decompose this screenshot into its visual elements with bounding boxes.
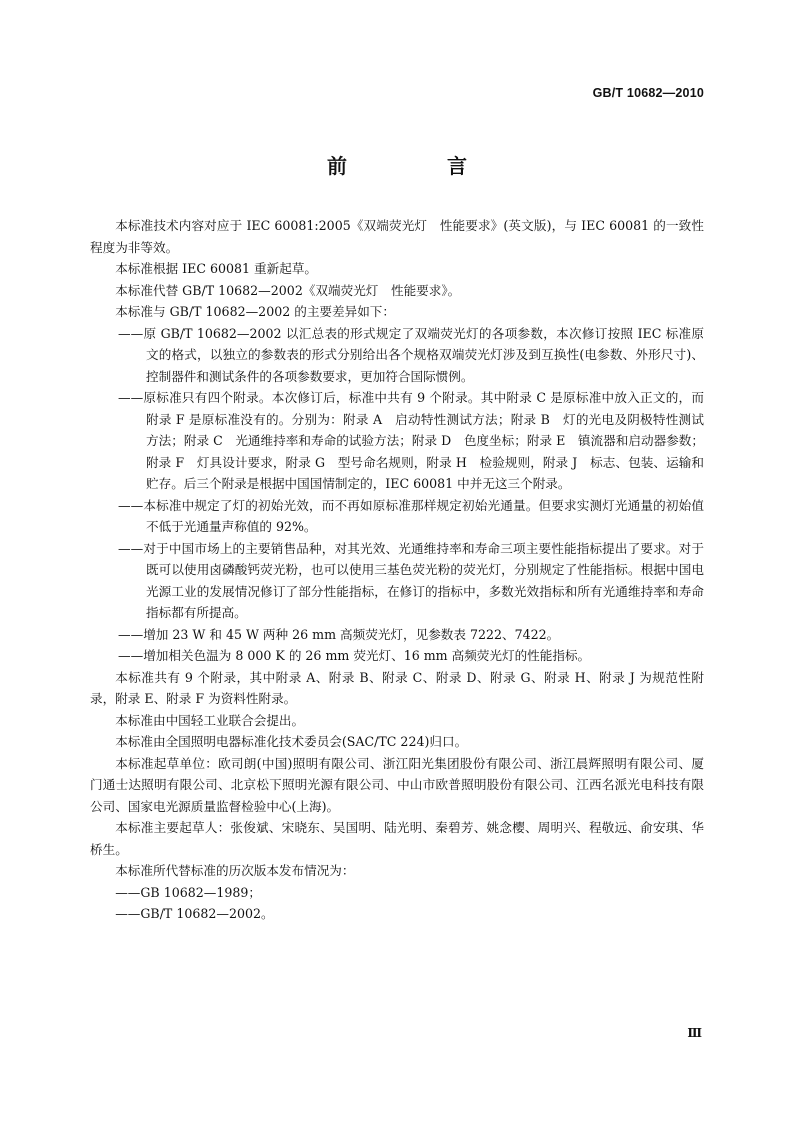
paragraph-redrafted: 本标准根据 IEC 60081 重新起草。 xyxy=(115,261,318,276)
difference-item: ——原标准只有四个附录。本次修订后，标准中共有 9 个附录。其中附录 C 是原标准中放入正文的，而附录 F 是原标准没有的。分别为：附录 A 启动特性测试方法；附录 B 灯的光电及阴极特性测试方法；附录 C 光通维持率和寿命的试验方法；附录 D 色度坐标；附录 E 镇流器和启动器参数；附录 F 灯具设计要求，附录 G 型号命名规则，附录 H 检验规则，附录 J 标志、包装、运输和贮存。后三个附录是根据中国国情制定的，IEC 60081 中并无这三个附录。 xyxy=(118,390,704,491)
page-title: 前 言 xyxy=(327,154,507,178)
paragraph-differences-intro: 本标准与 GB/T 10682—2002 的主要差异如下： xyxy=(115,304,395,319)
paragraph-drafting-units: 本标准起草单位：欧司朗(中国)照明有限公司、浙江阳光集团股份有限公司、浙江晨辉照明有限公司、厦门通士达照明有限公司、北京松下照明光源有限公司、中山市欧普照明股份有限公司、江西名派光电科技有限公司、国家电光源质量监督检验中心(上海)。 xyxy=(90,755,704,814)
page-number: Ⅲ xyxy=(687,1026,702,1040)
paragraph-centralized-by: 本标准由全国照明电器标准化技术委员会(SAC/TC 224)归口。 xyxy=(115,734,468,749)
difference-item: ——增加相关色温为 8 000 K 的 26 mm 荧光灯、16 mm 高频荧光灯的性能指标。 xyxy=(118,648,591,663)
history-item: ——GB 10682—1989； xyxy=(115,884,261,900)
difference-item: ——本标准中规定了灯的初始光效，而不再如原标准那样规定初始光通量。但要求实测灯光通量的初始值不低于光通量声称值的 92%。 xyxy=(118,497,704,534)
paragraph-history-intro: 本标准所代替标准的历次版本发布情况为： xyxy=(115,863,355,878)
paragraph-drafters: 本标准主要起草人：张俊斌、宋晓东、吴国明、陆光明、秦碧芳、姚念樱、周明兴、程敬远、俞安琪、华桥生。 xyxy=(90,820,704,857)
paragraph-proposed-by: 本标准由中国轻工业联合会提出。 xyxy=(115,712,305,728)
difference-item: ——原 GB/T 10682—2002 以汇总表的形式规定了双端荧光灯的各项参数，本次修订按照 IEC 标准原文的格式，以独立的参数表的形式分别给出各个规格双端荧光灯涉及到互换性(电参数、外形尺寸)、控制器件和测试条件的各项参数要求，更加符合国际惯例。 xyxy=(118,325,704,384)
standard-code: GB/T 10682—2010 xyxy=(592,86,704,100)
paragraph-correspondence: 本标准技术内容对应于 IEC 60081:2005《双端荧光灯 性能要求》(英文版)，与 IEC 60081 的一致性程度为非等效。 xyxy=(90,218,704,255)
paragraph-annexes: 本标准共有 9 个附录，其中附录 A、附录 B、附录 C、附录 D、附录 G、附录 H、附录 J 为规范性附录，附录 E、附录 F 为资料性附录。 xyxy=(90,669,704,706)
difference-item: ——对于中国市场上的主要销售品种，对其光效、光通维持率和寿命三项主要性能指标提出了要求。对于既可以使用卤磷酸钙荧光粉，也可以使用三基色荧光粉的荧光灯，分别规定了性能指标。根据中国电光源工业的发展情况修订了部分性能指标，在修订的指标中，多数光效指标和所有光通维持率和寿命指标都有所提高。 xyxy=(118,540,704,620)
history-item: ——GB/T 10682—2002。 xyxy=(115,906,274,921)
difference-item: ——增加 23 W 和 45 W 两种 26 mm 高频荧光灯，见参数表 7222、7422。 xyxy=(118,626,560,642)
paragraph-replaces: 本标准代替 GB/T 10682—2002《双端荧光灯 性能要求》。 xyxy=(115,282,461,298)
preface-body xyxy=(90,215,704,925)
